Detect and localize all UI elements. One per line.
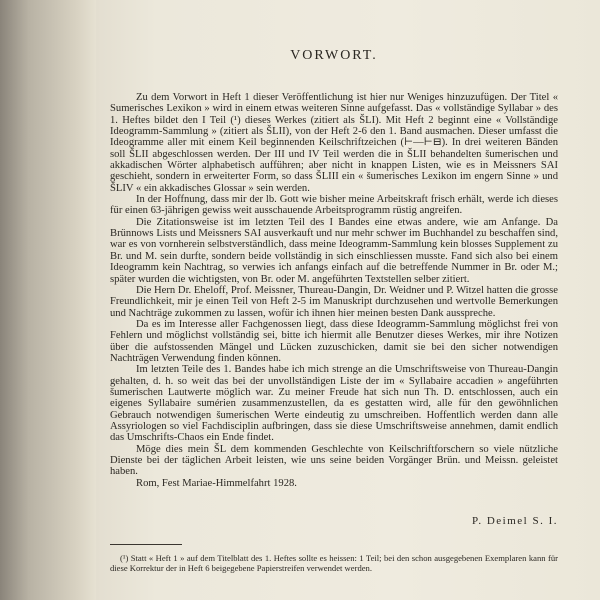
page-title: VORWORT. [290, 48, 378, 63]
paragraph: Da es im Interesse aller Fachgenossen liegt, dass diese Ideogramm-Sammlung möglichst frei von Fehlern und möglichst vollständig sei, bitte ich hiermit alle Benutzer dieses Werkes, mir ihre Notizen über die aufstossenden Mängel und Lücken zuzuschicken, damit sie bei den sicher notwendigen Nachträgen Verwendung finden können. [110, 318, 558, 364]
paragraph: Die Zitationsweise ist im letzten Teil des I Bandes eine etwas andere, wie am Anfange. Da Brünnows Lists und Meissners SAI ausverkauft und nur mehr schwer im Buchhandel zu beschaffen sind, war es von vornherein selbstverständlich, dass meine Ideogramm-Sammlung kein blosses Supplement zu Br. und M. sein durfte, sondern beide vollständig in sich einschliessen musste. Fand sich also bei einem Ideogramm kein Nachtrag, so verwies ich anfangs einfach auf die betreffende Nummer in Br. oder M.; später wurden die wichtigsten, von Br. oder M. angeführten Textstellen selber zitiert. [110, 216, 558, 285]
footnote: (¹) Statt « Heft 1 » auf dem Titelblatt des 1. Heftes sollte es heissen: 1 Teil; bei den schon ausgegebenen Exemplaren kann für diese Korrektur der in Heft 6 beigegebene Papierstreifen verwendet werden. [110, 553, 558, 573]
paragraph: Zu dem Vorwort in Heft 1 dieser Veröffentlichung ist hier nur Weniges hinzuzufügen. Der Titel « Sumerisches Lexikon » wird in einem etwas weiteren Sinne aufgefasst. Das « vollständige Syllabar » des 1. Heftes bildet den I Teil (¹) dieses Werkes (zitiert als ŠLI). Mit Heft 2 beginnt eine « Vollständige Ideogramm-Sammlung » (zitiert als ŠLII), von der Heft 2-6 den 1. Band ausmachen. Dieser umfasst die Ideogramme aller mit einem Keil beginnenden Keilschriftzeichen (⊢—⊢⊟). In drei weiteren Bänden soll ŠLII abgeschlossen werden. Der III und IV Teil werden die in ŠLII behandelten šumerischen und akkadischen Wörter alphabetisch aufführen; aber nicht in knappen Listen, wie es in Meissners SAI geschieht, sondern in erweiterter Form, so dass ŠLIII ein « šumerisches Lexikon im engern Sinne » und ŠLIV « ein akkadisches Glossar » sein werden. [110, 92, 558, 194]
paragraph: Möge dies mein ŠL dem kommenden Geschlechte von Keilschriftforschern so viele nützliche Dienste bei der täglichen Arbeit leisten, wie uns seine beiden Vorgänger Brün. und Meissn. geleistet haben. [110, 443, 558, 478]
paragraph: Im letzten Teile des 1. Bandes habe ich mich strenge an die Umschriftsweise von Thureau-Dangin gehalten, d. h. so weit das bei der unvollständigen Liste der im « Syllabaire accadien » angeführten šumerischen Lautwerte möglich war. Zu meiner Freude hat sich nun Th. D. entschlossen, auch ein eigenes Syllabaire sumérien zusammenzustellen, da es gestatten wird, alle für den gewöhnlichen Gebrauch notwendigen šumerischen Werte eindeutig zu umschreiben. Hoffentlich werden dann alle Assyriologen so viel Fachdisciplin aufbringen, dass sie diese Umschriftsweise annehmen, damit endlich das Umschrifts-Chaos ein Ende findet. [110, 364, 558, 444]
book-spine-shadow [0, 0, 96, 600]
dateline: Rom, Fest Mariae-Himmelfahrt 1928. [136, 477, 297, 489]
signature: P. Deimel S. I. [471, 515, 558, 527]
paragraph: Die Hern Dr. Eheloff, Prof. Meissner, Thureau-Dangin, Dr. Weidner und P. Witzel hatten die grosse Freundlichkeit, mir je einen Teil von Heft 2-5 im Manuskript durchzusehen und wertvolle Bemerkungen und Nachträge zukommen zu lassen, wofür ich ihnen hier meinen besten Dank ausspreche. [110, 284, 558, 319]
body-text [110, 92, 558, 489]
footnote-divider [110, 544, 182, 545]
paragraph: In der Hoffnung, dass mir der lb. Gott wie bisher meine Arbeitskraft frisch erhält, werde ich dieses für einen 63-jährigen gewiss weit ausschauende Arbeitsprogramm rüstig angreifen. [110, 194, 558, 217]
